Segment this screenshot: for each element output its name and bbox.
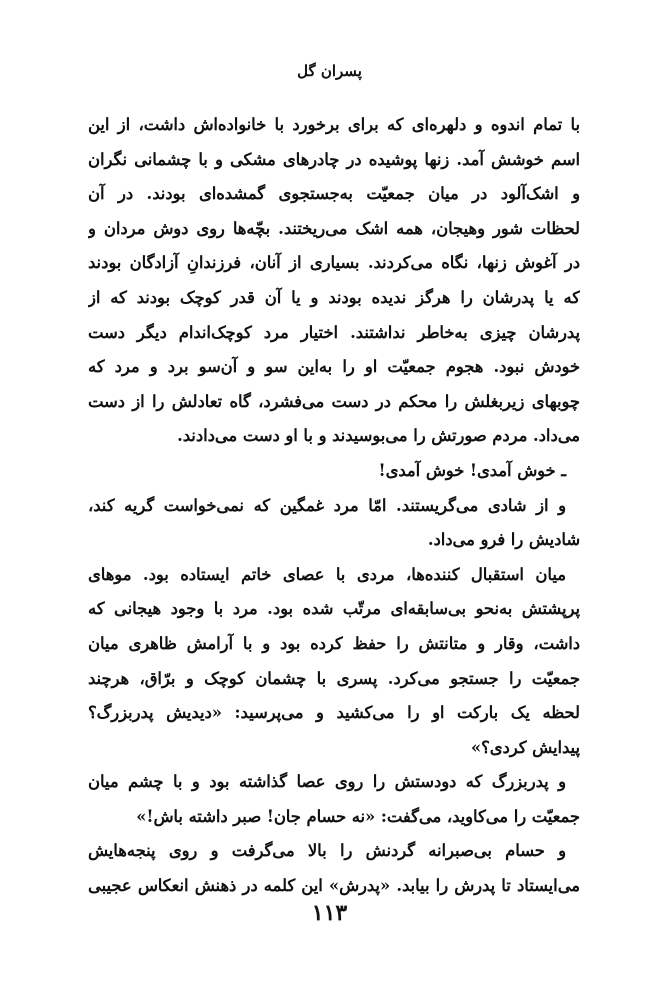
text-line: می‌داد. مردم صورتش را می‌بوسیدند و با او دست می‌دادند. (177, 426, 580, 446)
text-line: اسم خوشش آمد. زنها پوشیده در چادرهای مشکی و با چشمانی نگران (88, 149, 580, 169)
text-line: پرپشتش به‌نحو بی‌سابقه‌ای مرتّب شده بود. مرد با وجود هیجانی که (88, 599, 580, 619)
text-line: در آغوش زنها، نگاه می‌کردند. بسیاری از آنان، فرزندانِ آزادگان بودند (88, 253, 580, 273)
text-line: جمعیّت را جستجو می‌کرد. پسری با چشمان کوچک و برّاق، هرچند (88, 668, 580, 688)
text-line: داشت، وقار و متانتش را حفظ کرده بود و با آرامش ظاهری میان (88, 633, 580, 653)
text-line: لحظات شور وهیجان، همه اشک می‌ریختند. بچّه‌ها روی دوش مردان و (88, 218, 580, 238)
text-line: شادیش را فرو می‌داد. (427, 530, 580, 550)
text-line: که یا پدرشان را هرگز ندیده بودند و یا آن قدر کوچک بودند که از (88, 287, 580, 307)
text-line: و از شادی می‌گریستند. امّا مرد غمگین که نمی‌خواست گریه کند، (88, 495, 566, 515)
text-line: می‌ایستاد تا پدرش را بیابد. «پدرش» این کلمه در ذهنش انعکاس عجیبی (88, 876, 580, 896)
text-line: جمعیّت را می‌کاوید، می‌گفت: «نه حسام جان! صبر داشته باش!» (136, 806, 580, 826)
text-line: ـ خوش آمدی! خوش آمدی! (378, 460, 566, 480)
text-line: میان استقبال کننده‌ها، مردی با عصای خاتم ایستاده بود. موهای (88, 564, 566, 584)
running-header: پسران گل (297, 62, 362, 80)
page-number: ۱۱۳ (311, 900, 348, 926)
text-line: چوبهای زیربغلش را محکم در دست می‌فشرد، گاه تعادلش را از دست (88, 391, 580, 411)
body-text (88, 108, 580, 904)
text-line: لحظه یک بارکت او را می‌کشید و می‌پرسید: «دیدیش پدربزرگ؟ (88, 703, 580, 723)
text-line: پیدایش کردی؟» (470, 737, 580, 757)
text-line: و پدربزرگ که دودستش را روی عصا گذاشته بود و با چشم میان (88, 772, 566, 792)
text-line: خودش نبود. هجوم جمعیّت او را به‌این سو و آن‌سو برد و مرد که (88, 357, 580, 377)
text-line: و حسام بی‌صبرانه گردنش را بالا می‌گرفت و روی پنجه‌هایش (88, 841, 566, 861)
text-line: با تمام اندوه و دلهره‌ای که برای برخورد با خانواده‌اش داشت، از این (88, 115, 580, 134)
text-line: پدرشان چیزی به‌خاطر نداشتند. اختیار مرد کوچک‌اندام دیگر دست (88, 322, 580, 342)
text-line: و اشک‌آلود در میان جمعیّت به‌جستجوی گمشده‌ای بودند. در آن (88, 184, 580, 204)
